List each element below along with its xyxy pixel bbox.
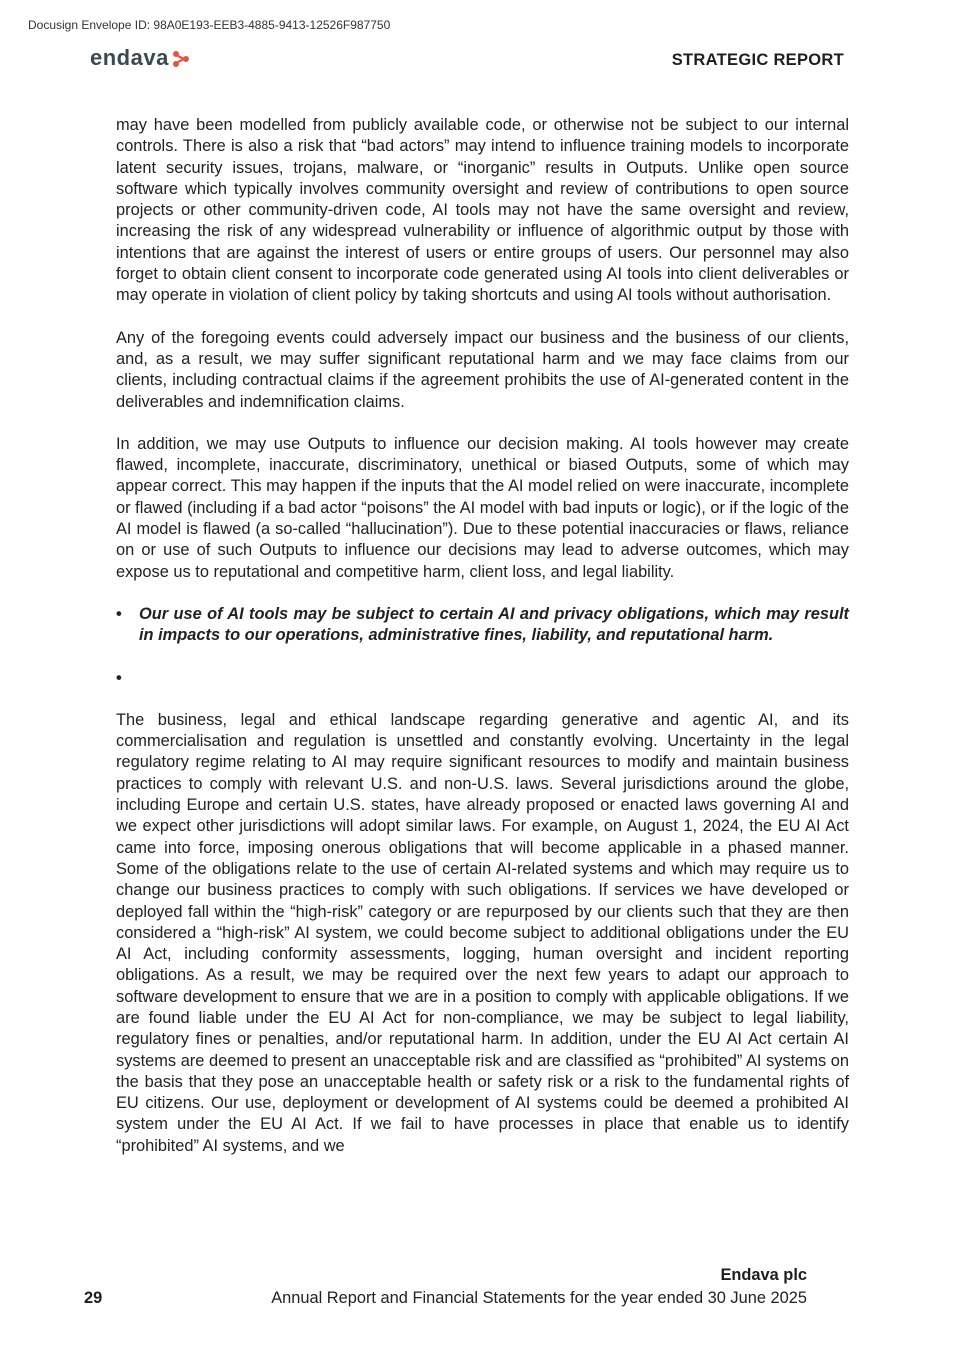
paragraph-3: In addition, we may use Outputs to influence our decision making. AI tools however may create flawed, incomplete, inaccurate, discriminatory, unethical or biased Outputs, some of which may appear correct. This may happen if the inputs that the AI model relied on were inaccurate, incomplete or flawed (including if a bad actor “poisons” the AI model with bad inputs or logic), or if the logic of the AI model is flawed (a so-called “hallucination”). Due to these potential inaccuracies or flaws, reliance on or use of such Outputs to influence our decisions may lead to adverse outcomes, which may expose us to reputational and competitive harm, client loss, and legal liability. [116, 434, 849, 581]
logo-mark-icon [171, 49, 191, 69]
paragraph-1: may have been modelled from publicly available code, or otherwise not be subject to our internal controls. There is also a risk that “bad actors” may intend to influence training models to incorporate latent security issues, trojans, malware, or “inorganic” results in Outputs. Unlike open source software which typically involves community oversight and review of contributions to open source projects or other community-driven code, AI tools may not have the same oversight and review, increasing the risk of any widespread vulnerability or influence of algorithmic output by those with intentions that are against the interest of users or entire groups of users. Our personnel may also forget to obtain client consent to incorporate code generated using AI tools into client deliverables or may operate in violation of client policy by taking shortcuts and using AI tools without authorisation. [116, 116, 849, 305]
paragraph-2: Any of the foregoing events could adversely impact our business and the business of our clients, and, as a result, we may suffer significant reputational harm and we may face claims from our clients, including contractual claims if the agreement prohibits the use of AI-generated content in the deliverables and indemnification claims. [116, 328, 849, 411]
section-title: STRATEGIC REPORT [671, 51, 844, 69]
empty-bullet: • [116, 668, 122, 687]
bullet-heading [116, 604, 849, 647]
bullet-heading-text: Our use of AI tools may be subject to certain AI and privacy obligations, which may result in impacts to our operations, administrative fines, liability, and reputational harm. [139, 604, 849, 645]
bullet-marker: • [116, 604, 122, 623]
footer-report-title: Annual Report and Financial Statements for the year ended 30 June 2025 [271, 1289, 807, 1307]
paragraph-4: The business, legal and ethical landscape regarding generative and agentic AI, and its commercialisation and regulation is unsettled and constantly evolving. Uncertainty in the legal regulatory regime relating to AI may require significant resources to modify and maintain business practices to comply with relevant U.S. and non-U.S. laws. Several jurisdictions around the globe, including Europe and certain U.S. states, have already proposed or enacted laws governing AI and we expect other jurisdictions will adopt similar laws. For example, on August 1, 2024, the EU AI Act came into force, imposing onerous obligations that will become applicable in a phased manner. Some of the obligations relate to the use of certain AI-related systems and which may require us to change our business practices to comply with such obligations. If services we have developed or deployed fall within the “high-risk” category or are repurposed by our clients such that they are then considered a “high-risk” AI system, we could become subject to additional obligations under the EU AI Act, including conformity assessments, logging, human oversight and incident reporting obligations. As a result, we may be required over the next few years to adapt our approach to software development to ensure that we are in a position to comply with applicable obligations. If we are found liable under the EU AI Act for non-compliance, we may be subject to legal liability, regulatory fines or penalties, and/or reputational harm. In addition, under the EU AI Act certain AI systems are deemed to present an unacceptable risk and are classified as “prohibited” AI systems on the basis that they pose an unacceptable health or safety risk or a risk to the fundamental rights of EU citizens. Our use, deployment or development of AI systems could be deemed a prohibited AI system under the EU AI Act. If we fail to have processes in place that enable us to identify “prohibited” AI systems, and we [116, 710, 849, 1155]
docusign-envelope-id: Docusign Envelope ID: 98A0E193-EEB3-4885-9413-12526F987750 [28, 18, 391, 32]
endava-logo [90, 45, 191, 71]
page-number: 29 [84, 1289, 103, 1307]
main-content [116, 115, 849, 1178]
logo-wordmark: endava [90, 45, 169, 70]
footer-company-name: Endava plc [720, 1266, 807, 1284]
